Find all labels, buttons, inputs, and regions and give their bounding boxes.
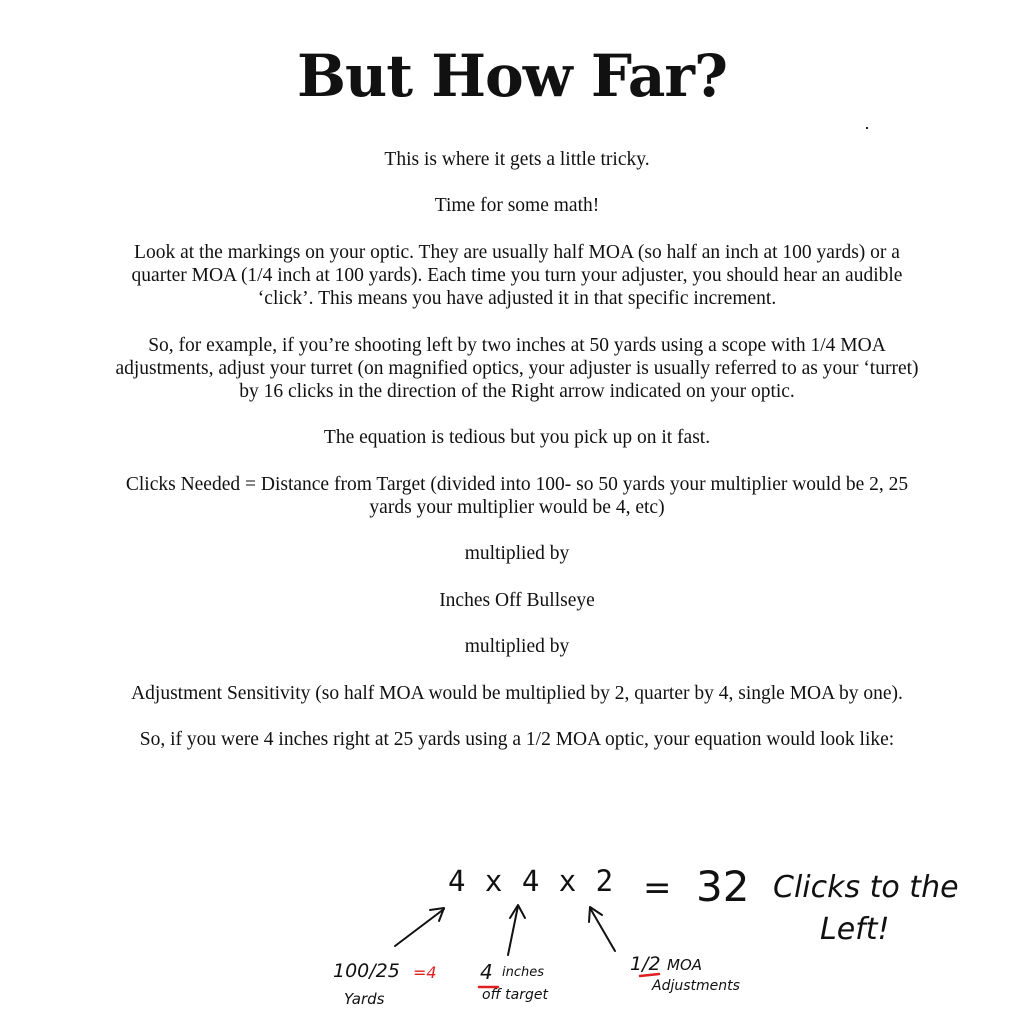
- annotation-inches-number: 4: [480, 960, 493, 984]
- arrow-yards-head: [430, 908, 444, 921]
- annotation-adjustments-label: Adjustments: [652, 978, 740, 994]
- annotation-off-target-label: off target: [482, 987, 548, 1003]
- arrow-inches-head: [510, 905, 525, 918]
- annotation-yards-fraction: 100/25: [333, 960, 400, 982]
- stray-dot: [866, 127, 868, 129]
- arrow-inches: [508, 906, 518, 955]
- annotation-yards-equals: =4: [413, 963, 437, 982]
- arrow-yards: [395, 909, 444, 946]
- paragraph-sensitivity: Adjustment Sensitivity (so half MOA would be multiplied by 2, quarter by 4, single MOA by one).: [131, 682, 903, 704]
- paragraph-inches-off: Inches Off Bullseye: [439, 589, 595, 611]
- paragraph-clicks-needed: Clicks Needed = Distance from Target (divided into 100- so 50 yards your multiplier would be 2, 25 yards your multiplier would be 4, etc): [125, 473, 909, 518]
- annotation-inches-label: inches: [502, 965, 545, 980]
- annotation-yards-label: Yards: [344, 990, 385, 1008]
- paragraph-tricky: This is where it gets a little tricky.: [384, 149, 650, 170]
- paragraph-example-equation: So, if you were 4 inches right at 25 yards using a 1/2 MOA optic, your equation would look like:: [139, 728, 895, 750]
- annotation-moa-fraction: 1/2: [630, 953, 661, 975]
- equation-clicks-line1: Clicks to the: [773, 870, 959, 905]
- paragraph-multiplied-1: multiplied by: [464, 543, 570, 565]
- equation-expression: 4 x 4 x 2: [448, 864, 615, 898]
- equation-equals: =: [643, 868, 672, 908]
- arrow-moa: [590, 908, 615, 951]
- paragraph-multiplied-2: multiplied by: [464, 636, 570, 658]
- arrow-moa-head: [589, 907, 602, 922]
- paragraph-tedious: The equation is tedious but you pick up on it fast.: [323, 427, 711, 449]
- body-text: [110, 148, 924, 774]
- paragraph-math: Time for some math!: [434, 195, 600, 217]
- equation-clicks-line2: Left!: [820, 912, 890, 947]
- annotation-moa-label: MOA: [667, 956, 703, 974]
- paragraph-example: So, for example, if you’re shooting left by two inches at 50 yards using a scope with 1/4 MOA adjustments, adjust your turret (on magnified optics, your adjuster is usually referred to as your ‘turret) by 16 clicks in the direction of the Right arrow indicated on your optic.: [115, 334, 919, 402]
- paragraph-markings: Look at the markings on your optic. They are usually half MOA (so half an inch at 100 yards) or a quarter MOA (1/4 inch at 100 yards). Each time you turn your adjuster, you should hear an audible ‘click’. This means you have adjusted it in that specific increment.: [131, 241, 903, 310]
- page-title: But How Far?: [297, 42, 727, 110]
- equation-result: 32: [696, 862, 750, 911]
